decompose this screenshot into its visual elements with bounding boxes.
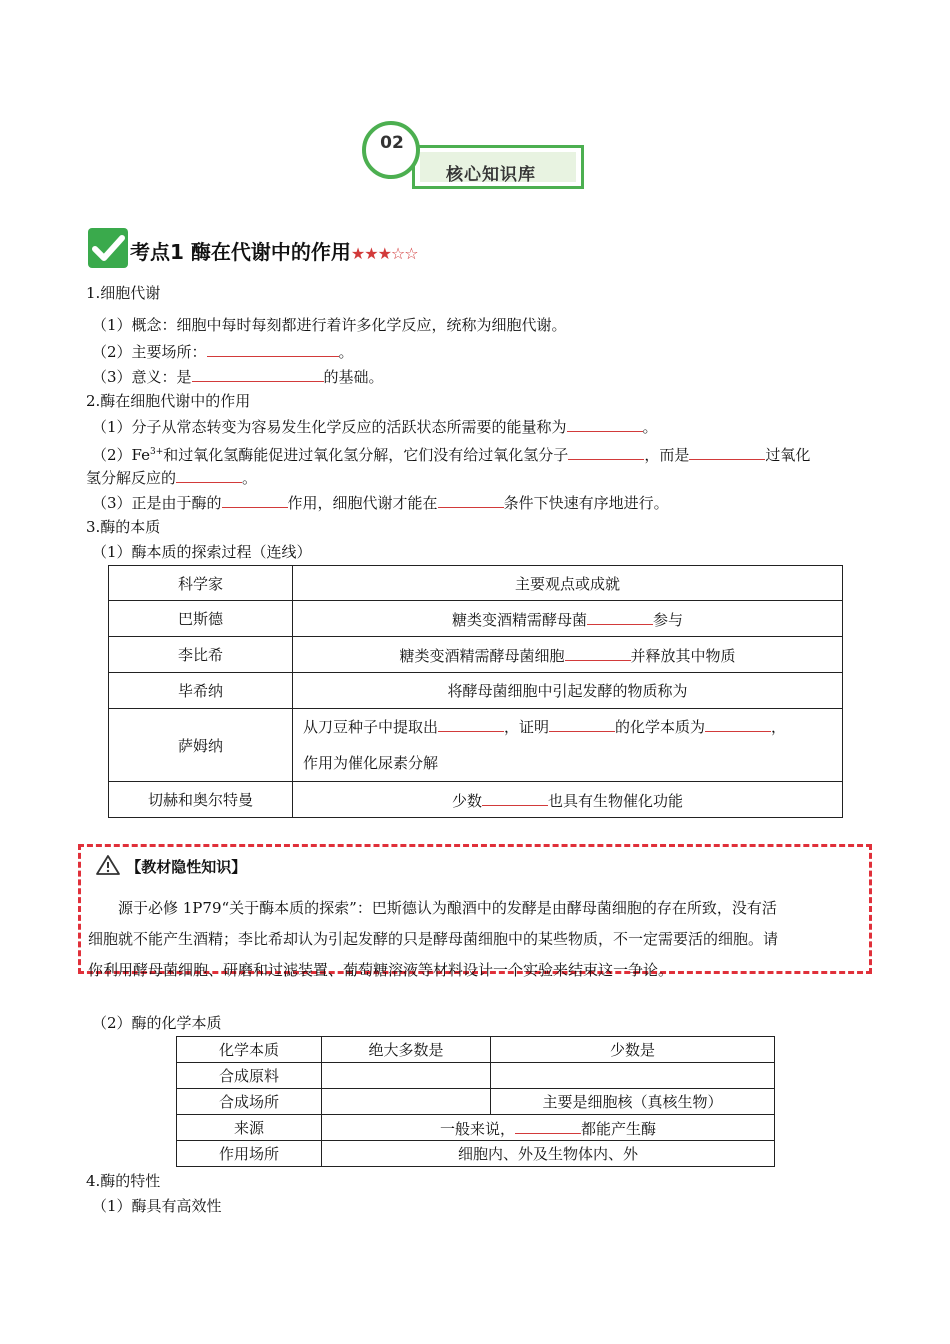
table-row: 李比希 糖类变酒精需酵母菌细胞 并释放其中物质 xyxy=(109,637,843,673)
box-title: 【教材隐性知识】 xyxy=(95,854,246,877)
blank-cell[interactable] xyxy=(322,1089,491,1115)
banner-title: 核心知识库 xyxy=(446,165,536,185)
blank-cell[interactable] xyxy=(322,1063,491,1089)
blank-field[interactable] xyxy=(438,491,504,508)
blank-field[interactable] xyxy=(482,789,548,806)
table-row: 巴斯德 糖类变酒精需酵母菌 参与 xyxy=(109,601,843,637)
blank-field[interactable] xyxy=(705,715,771,732)
section-3-title: 3.酶的本质 xyxy=(86,518,161,536)
blank-field[interactable] xyxy=(438,715,504,732)
hidden-knowledge-box xyxy=(78,844,872,979)
topic-heading xyxy=(130,236,418,265)
blank-field[interactable] xyxy=(549,715,615,732)
warning-icon xyxy=(95,854,121,876)
blank-field[interactable] xyxy=(567,415,643,432)
blank-field[interactable] xyxy=(587,608,653,625)
section-1-title: 1.细胞代谢 xyxy=(86,284,161,302)
blank-field[interactable] xyxy=(176,466,242,483)
enzyme-nature-table xyxy=(176,1036,775,1167)
blank-field[interactable] xyxy=(689,443,765,460)
section-2-title: 2.酶在细胞代谢中的作用 xyxy=(86,392,251,410)
topic-title: 考点1 酶在代谢中的作用 xyxy=(130,240,351,264)
s3-sub1: （1）酶本质的探索过程（连线） xyxy=(92,543,312,561)
enzyme-discovery-table xyxy=(108,565,843,818)
section-banner xyxy=(362,115,590,195)
blank-field[interactable] xyxy=(207,340,339,357)
s4-sub1: （1）酶具有高效性 xyxy=(92,1197,222,1215)
blank-field[interactable] xyxy=(515,1117,581,1134)
blank-cell[interactable] xyxy=(491,1063,775,1089)
s1-meaning: （3）意义：是 的基础。 xyxy=(92,365,384,388)
table-header-row: 科学家 主要观点或成就 xyxy=(109,566,843,601)
blank-field[interactable] xyxy=(192,365,324,382)
table-header-row: 化学本质 绝大多数是 少数是 xyxy=(177,1037,775,1063)
table-row: 切赫和奥尔特曼 少数 也具有生物催化功能 xyxy=(109,782,843,818)
s1-site: （2）主要场所： 。 xyxy=(92,340,354,363)
table-row: 合成场所 主要是细胞核（真核生物） xyxy=(177,1089,775,1115)
blank-field[interactable] xyxy=(565,644,631,661)
blank-field[interactable] xyxy=(222,491,288,508)
s2-line1: （1）分子从常态转变为容易发生化学反应的活跃状态所需要的能量称为 。 xyxy=(92,415,658,438)
s2-line3: （3）正是由于酶的 作用，细胞代谢才能在 条件下快速有序地进行。 xyxy=(92,491,669,514)
blank-field[interactable] xyxy=(568,443,644,460)
box-body: 源于必修 1P79“关于酶本质的探索”：巴斯德认为酿酒中的发酵是由酵母菌细胞的存在所致，没有活 细胞就不能产生酒精；李比希却认为引起发酵的只是酵母菌细胞中的某些物质，不一定需要活的细胞。请 你利用酵母菌细胞、研磨和过滤装置、葡萄糖溶液等材料设计一个实验来结束这一争论。 xyxy=(88,899,779,979)
checkmark-icon xyxy=(88,228,128,268)
table-row: 合成原料 xyxy=(177,1063,775,1089)
s3-sub2: （2）酶的化学本质 xyxy=(92,1014,222,1032)
s1-concept: （1）概念：细胞中每时每刻都进行着许多化学反应，统称为细胞代谢。 xyxy=(92,316,567,334)
banner-number: 02 xyxy=(380,133,404,153)
table-row: 来源 一般来说， 都能产生酶 xyxy=(177,1115,775,1141)
s2-line2: $(2)Fe^{3+}$和过氧化氢酶能促进过氧化氢分解，它们没有给过氧化氢分子 ，而是 过氧化 xyxy=(92,441,810,466)
s2-line2-cont: 氢分解反应的 。 xyxy=(86,466,257,489)
table-row: 萨姆纳 从刀豆种子中提取出 ，证明 的化学本质为 ， 作用为催化尿素分解 xyxy=(109,709,843,782)
star-rating: ★★★☆☆ xyxy=(350,244,418,263)
table-row: 毕希纳 将酵母菌细胞中引起发酵的物质称为 xyxy=(109,673,843,709)
section-4-title: 4.酶的特性 xyxy=(86,1172,161,1190)
table-row: 作用场所 细胞内、外及生物体内、外 xyxy=(177,1141,775,1167)
